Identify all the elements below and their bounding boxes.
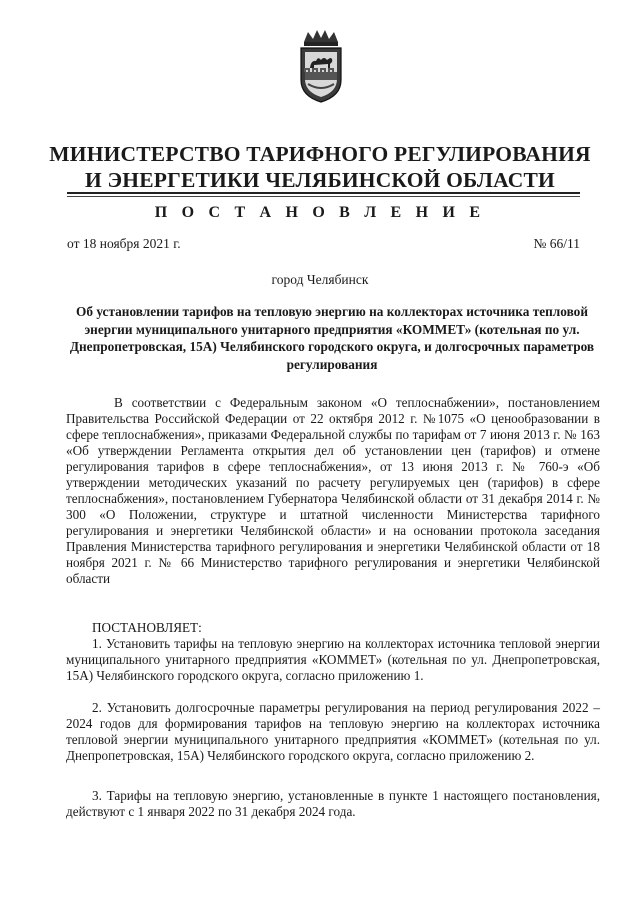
ministry-name-line2: И ЭНЕРГЕТИКИ ЧЕЛЯБИНСКОЙ ОБЛАСТИ	[85, 168, 555, 192]
ministry-name-line1: МИНИСТЕРСТВО ТАРИФНОГО РЕГУЛИРОВАНИЯ	[49, 142, 591, 166]
document-title: Об установлении тарифов на тепловую энергию на коллекторах источника тепловой энергии муниципального унитарного предприятия «КОММЕТ» (котельная по ул. Днепропетровская, 15А) Челябинского городского округа, и долгосрочных параметров регулирования	[69, 304, 595, 372]
header-divider-thick	[67, 192, 580, 194]
preamble-paragraph: В соответствии с Федеральным законом «О теплоснабжении», постановлением Правительства Российской Федерации от 22 октября 2012 г. №1075 «О ценообразовании в сфере теплоснабжения», приказами Федеральной службы по тарифам от 7 июня 2013 г. № 163 «Об утверждении Регламента открытия дел об установлении цен (тарифов) и отмене регулирования тарифов в сфере теплоснабжения», от 13 июня 2013 г. № 760-э «Об утверждении методических указаний по расчету регулируемых цен (тарифов) в сфере теплоснабжения», постановлением Губернатора Челябинской области от 31 декабря 2014 г. № 300 «О Положении, структуре и штатной численности Министерства тарифного регулирования и энергетики Челябинской области» и на основании протокола заседания Правления Министерства тарифного регулирования и энергетики Челябинской области от 18 ноября 2021 г. № 66 Министерство тарифного регулирования и энергетики Челябинской области	[66, 395, 600, 586]
document-date: от 18 ноября 2021 г.	[67, 236, 181, 251]
document-number: № 66/11	[533, 236, 580, 251]
header-divider-thin	[67, 196, 580, 197]
coat-of-arms-icon	[296, 28, 346, 104]
document-type: П О С Т А Н О В Л Е Н И Е	[154, 204, 486, 221]
clause-3: 3. Тарифы на тепловую энергию, установленные в пункте 1 настоящего постановления, действуют с 1 января 2022 по 31 декабря 2024 года.	[66, 788, 600, 819]
clause-1: 1. Установить тарифы на тепловую энергию на коллекторах источника тепловой энергии муниципального унитарного предприятия «КОММЕТ» (котельная по ул. Днепропетровская, 15А) Челябинского городского округа, согласно приложению 1.	[66, 636, 600, 683]
clause-2: 2. Установить долгосрочные параметры регулирования на период регулирования 2022 – 2024 годов для формирования тарифов на тепловую энергию на коллекторах источника тепловой энергии муниципального унитарного предприятия «КОММЕТ» (котельная по ул. Днепропетровская, 15А) Челябинского городского округа, согласно приложению 2.	[66, 700, 600, 763]
document-city: город Челябинск	[271, 272, 369, 287]
resolves-heading: ПОСТАНОВЛЯЕТ:	[92, 620, 202, 635]
